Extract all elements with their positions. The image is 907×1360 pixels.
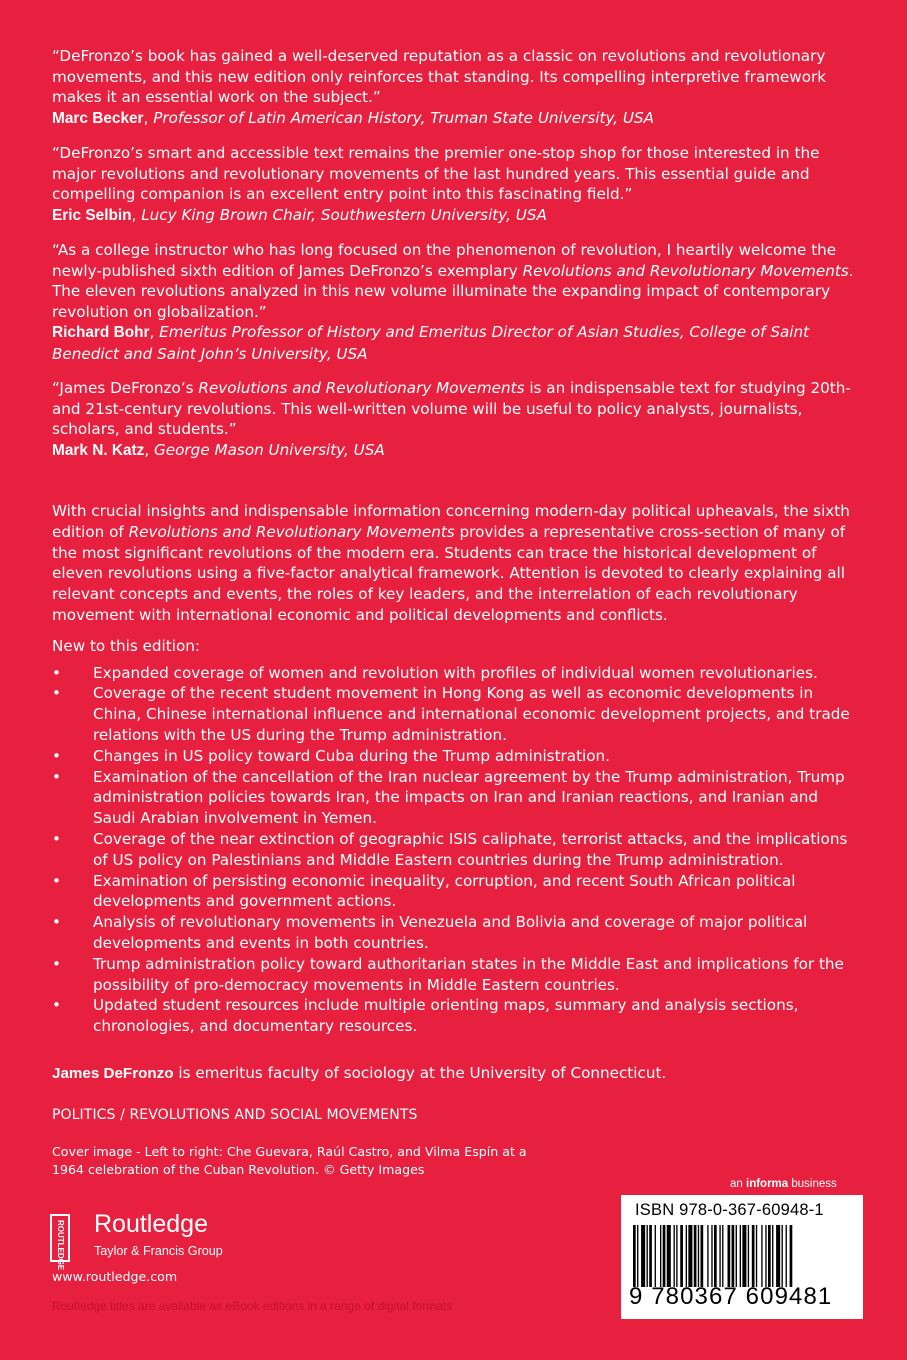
quote-affiliation: Emeritus Professor of History and Emeritus Director of Asian Studies, College of Saint Benedict and Saint John’s University, USA bbox=[52, 323, 810, 363]
quote-text-part: “As a college instructor who has long focused on the phenomenon of revolution, I heartily welcome the newly-published sixth edition of James DeFronzo’s exemplary bbox=[52, 241, 837, 280]
quote-text: “DeFronzo’s book has gained a well-deserved reputation as a classic on revolutions and revolutionary movements, and this new edition only reinforces that standing. Its compelling interpretive framework makes it an essential work on the subject.” bbox=[52, 47, 827, 106]
list-item-text: Examination of the cancellation of the Iran nuclear agreement by the Trump administration, Trump administration policies towards Iran, the impacts on Iran and Iranian reactions, and Iranian and Saudi Arabian involvement in Yemen. bbox=[93, 767, 845, 828]
list-item-text: Analysis of revolutionary movements in Venezuela and Bolivia and coverage of major political developments and events in both countries. bbox=[93, 913, 808, 952]
barcode-bar bbox=[782, 1225, 783, 1287]
list-item-text: Trump administration policy toward authoritarian states in the Middle East and implications for the possibility of pro-democracy movements in Middle Eastern countries. bbox=[93, 954, 844, 994]
quote-attribution: Mark N. Katz, George Mason University, USA bbox=[52, 440, 385, 459]
barcode-bar bbox=[790, 1225, 793, 1287]
barcode-bar bbox=[768, 1225, 771, 1287]
ebook-note: Routledge titles are available as eBook editions in a range of digital formats bbox=[52, 1299, 453, 1313]
bullet-icon: • bbox=[52, 746, 61, 765]
quote-text-part: . The eleven revolutions analyzed in this new volume illuminate the expanding impact of contemporary revolution on globalization.” bbox=[52, 261, 854, 321]
barcode-bar bbox=[714, 1225, 717, 1287]
barcode-bar bbox=[707, 1225, 708, 1287]
quote-affiliation: Professor of Latin American History, Truman State University, USA bbox=[153, 108, 655, 127]
quote-4 bbox=[52, 378, 864, 461]
quote-attribution: Eric Selbin, Lucy King Brown Chair, Southwestern University, USA bbox=[52, 205, 547, 224]
barcode-bar bbox=[655, 1225, 656, 1287]
logo-text: ROUTLEDGE bbox=[56, 1220, 65, 1271]
barcode-bar bbox=[649, 1225, 652, 1287]
barcode-bar bbox=[740, 1225, 741, 1287]
barcode-icon bbox=[633, 1225, 851, 1287]
barcode-bar bbox=[736, 1225, 737, 1287]
barcode-bar bbox=[756, 1225, 757, 1287]
list-item bbox=[52, 746, 864, 767]
barcode-bar bbox=[701, 1225, 704, 1287]
list-item bbox=[52, 871, 864, 913]
barcode-bar bbox=[698, 1225, 699, 1287]
barcode-bar bbox=[742, 1225, 746, 1287]
publisher-group: Taylor & Francis Group bbox=[94, 1244, 223, 1258]
list-item-text: Changes in US policy toward Cuba during the Trump administration. bbox=[93, 746, 611, 765]
quote-attribution: Marc Becker, Professor of Latin American History, Truman State University, USA bbox=[52, 108, 655, 127]
bullet-icon: • bbox=[52, 684, 61, 703]
publisher-url: www.routledge.com bbox=[52, 1269, 178, 1284]
barcode-bar bbox=[711, 1225, 712, 1287]
list-item bbox=[52, 683, 864, 745]
author-name: James DeFronzo bbox=[52, 1064, 174, 1082]
barcode-bar bbox=[722, 1225, 723, 1287]
list-item bbox=[52, 954, 864, 996]
barcode-bar bbox=[786, 1225, 787, 1287]
quote-text: “DeFronzo’s smart and accessible text remains the premier one-stop shop for those interested in the major revolutions and revolutionary movements of the last hundred years. This essential guide and compelling companion is an excellent entry point into this fascinating field.” bbox=[52, 144, 820, 203]
quote-attribution: Richard Bohr, Emeritus Professor of History and Emeritus Director of Asian Studies, College of Saint Benedict and Saint John’s University, USA bbox=[52, 323, 810, 363]
barcode-bar bbox=[752, 1225, 755, 1287]
barcode-bar bbox=[719, 1225, 720, 1287]
spacer bbox=[52, 475, 864, 501]
barcode-bar bbox=[772, 1225, 773, 1287]
barcode-bar bbox=[732, 1225, 735, 1287]
list-item-text: Examination of persisting economic inequality, corruption, and recent South African political developments and government actions. bbox=[93, 871, 796, 911]
barcode-bar bbox=[637, 1225, 638, 1287]
new-features-list bbox=[52, 663, 864, 1037]
quote-3 bbox=[52, 240, 864, 364]
bullet-icon: • bbox=[52, 829, 61, 848]
bullet-icon: • bbox=[52, 954, 61, 973]
bullet-icon: • bbox=[52, 767, 61, 786]
informa-prefix: an bbox=[730, 1178, 746, 1190]
list-item-text: Coverage of the near extinction of geographic ISIS caliphate, terrorist attacks, and the implications of US policy on Palestinians and Middle Eastern countries during the Trump administration. bbox=[93, 829, 848, 869]
quote-author: Richard Bohr bbox=[52, 324, 150, 341]
barcode-bar bbox=[663, 1225, 666, 1287]
informa-brand: informa bbox=[746, 1178, 789, 1190]
isbn-digits: 9 780367 609481 bbox=[629, 1283, 833, 1310]
subject-category: POLITICS / REVOLUTIONS AND SOCIAL MOVEMENTS bbox=[52, 1106, 418, 1123]
book-title-italic: Revolutions and Revolutionary Movements bbox=[198, 379, 525, 397]
barcode-bar bbox=[633, 1225, 636, 1287]
book-title-italic: Revolutions and Revolutionary Movements bbox=[522, 261, 849, 280]
barcode-bar bbox=[674, 1225, 675, 1287]
barcode-bar bbox=[686, 1225, 687, 1287]
barcode-bar bbox=[765, 1225, 766, 1287]
barcode-bar bbox=[694, 1225, 697, 1287]
list-item bbox=[52, 663, 864, 684]
routledge-logo-icon bbox=[50, 1214, 70, 1271]
quote-text-part: “James DeFronzo’s bbox=[52, 379, 199, 397]
barcode-bar bbox=[667, 1225, 671, 1287]
barcode-bar bbox=[641, 1225, 645, 1287]
barcode-bar bbox=[761, 1225, 762, 1287]
barcode-bar bbox=[676, 1225, 677, 1287]
barcode-bar bbox=[748, 1225, 749, 1287]
author-bio bbox=[52, 1063, 864, 1085]
barcode-bar bbox=[776, 1225, 780, 1287]
list-item bbox=[52, 767, 864, 829]
bullet-icon: • bbox=[52, 996, 61, 1015]
quote-text-part: is an indispensable text for studying 20th- and 21st-century revolutions. This well-written volume will be useful to policy analysts, journalists, scholars, and students.” bbox=[52, 379, 851, 438]
list-item bbox=[52, 912, 864, 954]
quote-1 bbox=[52, 46, 864, 129]
cover-image-credit: Cover image - Left to right: Che Guevara, Raúl Castro, and Vilma Espín at a 1964 celebration of the Cuban Revolution. © Getty Images bbox=[52, 1143, 527, 1177]
informa-tagline bbox=[730, 1178, 837, 1190]
list-item-text: Expanded coverage of women and revolution with profiles of individual women revolutionaries. bbox=[93, 663, 818, 682]
author-bio-text: is emeritus faculty of sociology at the University of Connecticut. bbox=[173, 1063, 667, 1082]
barcode-bar bbox=[728, 1225, 731, 1287]
quote-affiliation: Lucy King Brown Chair, Southwestern University, USA bbox=[141, 205, 547, 224]
new-edition-heading: New to this edition: bbox=[52, 636, 200, 655]
description-part: With crucial insights and indispensable information concerning modern-day political upheavals, the sixth edition of bbox=[52, 502, 850, 541]
quote-text bbox=[52, 240, 864, 322]
list-item-text: Coverage of the recent student movement in Hong Kong as well as economic developments in China, Chinese international influence and international economic development projects, and trade relations with the US during the Trump administration. bbox=[93, 684, 850, 744]
isbn-label: ISBN 978-0-367-60948-1 bbox=[635, 1201, 824, 1219]
bullet-icon: • bbox=[52, 663, 61, 682]
main-content bbox=[52, 46, 864, 1179]
book-description bbox=[52, 501, 864, 626]
quote-author: Marc Becker bbox=[52, 109, 144, 127]
quote-2 bbox=[52, 143, 864, 226]
barcode-bar bbox=[647, 1225, 648, 1287]
barcode-bar bbox=[688, 1225, 692, 1287]
list-item bbox=[52, 995, 864, 1037]
quote-author: Mark N. Katz bbox=[52, 441, 145, 459]
book-title-italic: Revolutions and Revolutionary Movements bbox=[128, 522, 455, 541]
bullet-icon: • bbox=[52, 913, 61, 932]
list-item-text: Updated student resources include multiple orienting maps, summary and analysis sections, chronologies, and documentary resources. bbox=[93, 996, 799, 1036]
description-part: provides a representative cross-section of many of the most significant revolutions of the modern era. Students can trace the historical development of eleven revolutions using a five-factor analytical framework. Attention is devoted to clearly explaining all relevant concepts and events, the roles of key leaders, and the interrelation of each revolutionary movement with international economic and political developments and conflicts. bbox=[52, 522, 846, 624]
publisher-name: Routledge bbox=[94, 1210, 208, 1238]
barcode-bar bbox=[660, 1225, 661, 1287]
quote-text bbox=[52, 378, 864, 440]
list-item bbox=[52, 829, 864, 871]
quote-author: Eric Selbin bbox=[52, 206, 132, 224]
barcode-bar bbox=[680, 1225, 683, 1287]
informa-suffix: business bbox=[788, 1178, 837, 1190]
quote-affiliation: George Mason University, USA bbox=[154, 440, 385, 459]
isbn-barcode bbox=[621, 1195, 863, 1319]
bullet-icon: • bbox=[52, 871, 61, 890]
